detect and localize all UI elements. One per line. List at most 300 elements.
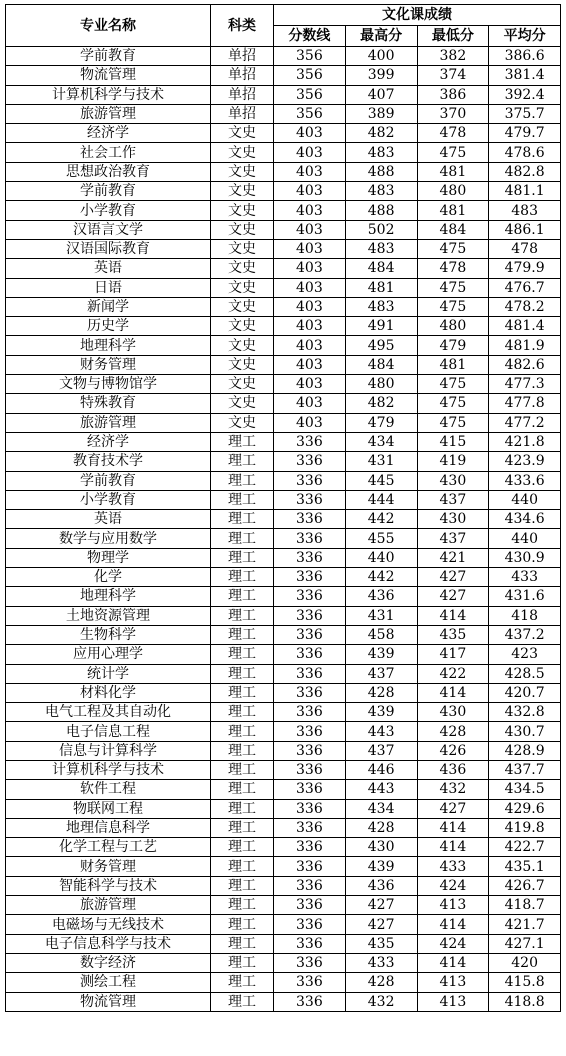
cell-category: 理工 — [211, 780, 274, 799]
cell-max: 483 — [345, 182, 417, 201]
cell-cutoff: 403 — [274, 124, 346, 143]
cell-max: 434 — [345, 432, 417, 451]
cell-min: 484 — [417, 220, 489, 239]
header-cutoff: 分数线 — [274, 26, 346, 47]
table-row — [6, 703, 561, 722]
cell-min: 427 — [417, 587, 489, 606]
cell-max: 400 — [345, 47, 417, 66]
cell-major: 计算机科学与技术 — [6, 760, 211, 779]
cell-max: 436 — [345, 587, 417, 606]
cell-max: 483 — [345, 297, 417, 316]
cell-category: 理工 — [211, 645, 274, 664]
cell-max: 427 — [345, 896, 417, 915]
cell-min: 437 — [417, 490, 489, 509]
cell-max: 482 — [345, 394, 417, 413]
cell-min: 475 — [417, 297, 489, 316]
cell-avg: 427.1 — [489, 934, 561, 953]
cell-avg: 435.1 — [489, 857, 561, 876]
table-row — [6, 510, 561, 529]
cell-category: 文史 — [211, 201, 274, 220]
cell-category: 理工 — [211, 973, 274, 992]
cell-category: 文史 — [211, 355, 274, 374]
cell-major: 旅游管理 — [6, 896, 211, 915]
cell-cutoff: 403 — [274, 239, 346, 258]
cell-cutoff: 403 — [274, 278, 346, 297]
cell-cutoff: 336 — [274, 625, 346, 644]
cell-category: 理工 — [211, 953, 274, 972]
cell-category: 单招 — [211, 104, 274, 123]
cell-cutoff: 336 — [274, 896, 346, 915]
cell-max: 440 — [345, 548, 417, 567]
cell-avg: 486.1 — [489, 220, 561, 239]
cell-max: 439 — [345, 703, 417, 722]
cell-min: 419 — [417, 452, 489, 471]
cell-major: 地理科学 — [6, 336, 211, 355]
cell-max: 480 — [345, 375, 417, 394]
cell-min: 424 — [417, 876, 489, 895]
cell-major: 数学与应用数学 — [6, 529, 211, 548]
cell-max: 399 — [345, 66, 417, 85]
cell-category: 理工 — [211, 625, 274, 644]
cell-cutoff: 403 — [274, 162, 346, 181]
cell-major: 电子信息科学与技术 — [6, 934, 211, 953]
cell-cutoff: 336 — [274, 741, 346, 760]
cell-cutoff: 403 — [274, 259, 346, 278]
cell-avg: 418.7 — [489, 896, 561, 915]
cell-avg: 419.8 — [489, 818, 561, 837]
cell-cutoff: 336 — [274, 953, 346, 972]
cell-avg: 418.8 — [489, 992, 561, 1011]
cell-major: 生物科学 — [6, 625, 211, 644]
cell-cutoff: 403 — [274, 336, 346, 355]
cell-cutoff: 336 — [274, 645, 346, 664]
cell-max: 436 — [345, 876, 417, 895]
cell-avg: 434.5 — [489, 780, 561, 799]
table-row — [6, 336, 561, 355]
cell-max: 443 — [345, 722, 417, 741]
cell-min: 437 — [417, 529, 489, 548]
table-row — [6, 259, 561, 278]
cell-min: 417 — [417, 645, 489, 664]
cell-max: 488 — [345, 162, 417, 181]
cell-max: 502 — [345, 220, 417, 239]
cell-category: 文史 — [211, 394, 274, 413]
cell-avg: 477.8 — [489, 394, 561, 413]
cell-max: 439 — [345, 857, 417, 876]
cell-major: 电子信息工程 — [6, 722, 211, 741]
cell-cutoff: 336 — [274, 818, 346, 837]
cell-major: 英语 — [6, 259, 211, 278]
cell-category: 文史 — [211, 182, 274, 201]
cell-cutoff: 403 — [274, 394, 346, 413]
cell-avg: 476.7 — [489, 278, 561, 297]
table-row — [6, 625, 561, 644]
cell-category: 文史 — [211, 143, 274, 162]
cell-avg: 479.7 — [489, 124, 561, 143]
cell-max: 430 — [345, 838, 417, 857]
cell-category: 文史 — [211, 317, 274, 336]
cell-category: 文史 — [211, 239, 274, 258]
cell-category: 理工 — [211, 760, 274, 779]
cell-cutoff: 403 — [274, 220, 346, 239]
cell-avg: 477.2 — [489, 413, 561, 432]
cell-min: 414 — [417, 953, 489, 972]
table-row — [6, 818, 561, 837]
table-row — [6, 201, 561, 220]
cell-cutoff: 403 — [274, 317, 346, 336]
cell-max: 488 — [345, 201, 417, 220]
cell-max: 443 — [345, 780, 417, 799]
cell-category: 单招 — [211, 85, 274, 104]
table-row — [6, 857, 561, 876]
cell-major: 经济学 — [6, 432, 211, 451]
cell-min: 414 — [417, 818, 489, 837]
cell-max: 431 — [345, 452, 417, 471]
cell-max: 479 — [345, 413, 417, 432]
table-row — [6, 915, 561, 934]
cell-max: 428 — [345, 683, 417, 702]
cell-cutoff: 356 — [274, 66, 346, 85]
cell-major: 统计学 — [6, 664, 211, 683]
cell-major: 小学教育 — [6, 490, 211, 509]
cell-major: 应用心理学 — [6, 645, 211, 664]
table-row — [6, 47, 561, 66]
cell-category: 文史 — [211, 162, 274, 181]
cell-major: 物理学 — [6, 548, 211, 567]
cell-cutoff: 403 — [274, 375, 346, 394]
cell-category: 理工 — [211, 432, 274, 451]
cell-category: 理工 — [211, 529, 274, 548]
table-row — [6, 876, 561, 895]
cell-cutoff: 336 — [274, 606, 346, 625]
cell-min: 424 — [417, 934, 489, 953]
cell-major: 化学工程与工艺 — [6, 838, 211, 857]
cell-major: 物流管理 — [6, 66, 211, 85]
table-row — [6, 934, 561, 953]
table-row — [6, 66, 561, 85]
table-row — [6, 143, 561, 162]
header-max: 最高分 — [345, 26, 417, 47]
cell-min: 413 — [417, 973, 489, 992]
cell-min: 479 — [417, 336, 489, 355]
table-row — [6, 606, 561, 625]
cell-min: 430 — [417, 510, 489, 529]
table-row — [6, 471, 561, 490]
cell-min: 427 — [417, 799, 489, 818]
cell-cutoff: 403 — [274, 201, 346, 220]
table-row — [6, 220, 561, 239]
cell-avg: 386.6 — [489, 47, 561, 66]
cell-major: 旅游管理 — [6, 413, 211, 432]
cell-min: 421 — [417, 548, 489, 567]
cell-max: 445 — [345, 471, 417, 490]
cell-major: 小学教育 — [6, 201, 211, 220]
cell-cutoff: 336 — [274, 838, 346, 857]
cell-max: 482 — [345, 124, 417, 143]
cell-max: 428 — [345, 973, 417, 992]
cell-avg: 430.7 — [489, 722, 561, 741]
cell-category: 文史 — [211, 297, 274, 316]
cell-cutoff: 403 — [274, 182, 346, 201]
header-category: 科类 — [211, 5, 274, 47]
cell-avg: 481.1 — [489, 182, 561, 201]
table-row — [6, 722, 561, 741]
table-row — [6, 992, 561, 1011]
cell-category: 理工 — [211, 664, 274, 683]
cell-max: 491 — [345, 317, 417, 336]
cell-min: 374 — [417, 66, 489, 85]
table-row — [6, 375, 561, 394]
cell-min: 432 — [417, 780, 489, 799]
cell-max: 458 — [345, 625, 417, 644]
table-row — [6, 85, 561, 104]
cell-category: 理工 — [211, 452, 274, 471]
cell-major: 英语 — [6, 510, 211, 529]
cell-min: 427 — [417, 568, 489, 587]
cell-min: 414 — [417, 915, 489, 934]
cell-category: 理工 — [211, 799, 274, 818]
cell-category: 文史 — [211, 259, 274, 278]
cell-category: 文史 — [211, 220, 274, 239]
cell-avg: 428.5 — [489, 664, 561, 683]
cell-min: 413 — [417, 896, 489, 915]
cell-avg: 483 — [489, 201, 561, 220]
cell-cutoff: 336 — [274, 876, 346, 895]
cell-cutoff: 336 — [274, 452, 346, 471]
cell-max: 442 — [345, 568, 417, 587]
table-row — [6, 239, 561, 258]
table-row — [6, 529, 561, 548]
table-row — [6, 645, 561, 664]
cell-major: 文物与博物馆学 — [6, 375, 211, 394]
cell-avg: 478.6 — [489, 143, 561, 162]
cell-min: 430 — [417, 471, 489, 490]
table-row — [6, 760, 561, 779]
cell-cutoff: 336 — [274, 490, 346, 509]
cell-max: 437 — [345, 664, 417, 683]
cell-major: 财务管理 — [6, 857, 211, 876]
cell-major: 历史学 — [6, 317, 211, 336]
cell-min: 370 — [417, 104, 489, 123]
header-min: 最低分 — [417, 26, 489, 47]
cell-min: 475 — [417, 278, 489, 297]
header-avg: 平均分 — [489, 26, 561, 47]
table-row — [6, 104, 561, 123]
cell-major: 数字经济 — [6, 953, 211, 972]
cell-category: 理工 — [211, 490, 274, 509]
cell-cutoff: 336 — [274, 471, 346, 490]
cell-max: 428 — [345, 818, 417, 837]
cell-category: 理工 — [211, 510, 274, 529]
cell-cutoff: 336 — [274, 548, 346, 567]
cell-avg: 428.9 — [489, 741, 561, 760]
cell-cutoff: 336 — [274, 934, 346, 953]
cell-cutoff: 356 — [274, 47, 346, 66]
cell-category: 文史 — [211, 124, 274, 143]
cell-min: 415 — [417, 432, 489, 451]
cell-cutoff: 336 — [274, 432, 346, 451]
admission-scores-table — [5, 4, 561, 1012]
cell-category: 理工 — [211, 838, 274, 857]
cell-cutoff: 356 — [274, 104, 346, 123]
cell-max: 433 — [345, 953, 417, 972]
cell-category: 文史 — [211, 413, 274, 432]
cell-avg: 421.8 — [489, 432, 561, 451]
cell-cutoff: 336 — [274, 915, 346, 934]
cell-min: 426 — [417, 741, 489, 760]
cell-avg: 420.7 — [489, 683, 561, 702]
cell-major: 土地资源管理 — [6, 606, 211, 625]
cell-avg: 422.7 — [489, 838, 561, 857]
cell-cutoff: 403 — [274, 143, 346, 162]
cell-category: 理工 — [211, 992, 274, 1011]
cell-category: 理工 — [211, 471, 274, 490]
table-row — [6, 124, 561, 143]
cell-min: 382 — [417, 47, 489, 66]
cell-cutoff: 336 — [274, 510, 346, 529]
cell-max: 437 — [345, 741, 417, 760]
cell-major: 计算机科学与技术 — [6, 85, 211, 104]
cell-min: 414 — [417, 683, 489, 702]
cell-min: 430 — [417, 703, 489, 722]
table-row — [6, 432, 561, 451]
cell-cutoff: 336 — [274, 992, 346, 1011]
cell-major: 经济学 — [6, 124, 211, 143]
cell-cutoff: 336 — [274, 529, 346, 548]
cell-major: 财务管理 — [6, 355, 211, 374]
cell-avg: 432.8 — [489, 703, 561, 722]
cell-max: 446 — [345, 760, 417, 779]
cell-max: 439 — [345, 645, 417, 664]
cell-category: 文史 — [211, 375, 274, 394]
cell-min: 475 — [417, 143, 489, 162]
cell-max: 483 — [345, 143, 417, 162]
cell-category: 理工 — [211, 934, 274, 953]
cell-category: 理工 — [211, 818, 274, 837]
cell-major: 材料化学 — [6, 683, 211, 702]
cell-category: 文史 — [211, 278, 274, 297]
cell-category: 单招 — [211, 47, 274, 66]
table-row — [6, 973, 561, 992]
table-row — [6, 413, 561, 432]
cell-max: 481 — [345, 278, 417, 297]
cell-avg: 420 — [489, 953, 561, 972]
cell-major: 学前教育 — [6, 471, 211, 490]
cell-avg: 437.2 — [489, 625, 561, 644]
cell-max: 427 — [345, 915, 417, 934]
cell-avg: 482.8 — [489, 162, 561, 181]
cell-major: 旅游管理 — [6, 104, 211, 123]
cell-cutoff: 336 — [274, 664, 346, 683]
cell-min: 428 — [417, 722, 489, 741]
cell-category: 理工 — [211, 741, 274, 760]
cell-major: 信息与计算科学 — [6, 741, 211, 760]
cell-max: 432 — [345, 992, 417, 1011]
cell-avg: 440 — [489, 490, 561, 509]
table-row — [6, 297, 561, 316]
cell-major: 汉语国际教育 — [6, 239, 211, 258]
cell-cutoff: 336 — [274, 587, 346, 606]
cell-min: 475 — [417, 239, 489, 258]
table-row — [6, 452, 561, 471]
cell-category: 文史 — [211, 336, 274, 355]
cell-min: 480 — [417, 182, 489, 201]
cell-category: 理工 — [211, 683, 274, 702]
table-row — [6, 162, 561, 181]
table-row — [6, 683, 561, 702]
cell-max: 434 — [345, 799, 417, 818]
cell-category: 理工 — [211, 915, 274, 934]
table-row — [6, 587, 561, 606]
cell-avg: 392.4 — [489, 85, 561, 104]
cell-avg: 434.6 — [489, 510, 561, 529]
cell-category: 单招 — [211, 66, 274, 85]
cell-major: 软件工程 — [6, 780, 211, 799]
cell-min: 480 — [417, 317, 489, 336]
cell-avg: 429.6 — [489, 799, 561, 818]
table-row — [6, 664, 561, 683]
cell-category: 理工 — [211, 548, 274, 567]
cell-avg: 421.7 — [489, 915, 561, 934]
table-row — [6, 799, 561, 818]
cell-category: 理工 — [211, 722, 274, 741]
cell-cutoff: 336 — [274, 568, 346, 587]
cell-major: 教育技术学 — [6, 452, 211, 471]
cell-min: 422 — [417, 664, 489, 683]
cell-category: 理工 — [211, 587, 274, 606]
table-row — [6, 953, 561, 972]
cell-major: 特殊教育 — [6, 394, 211, 413]
cell-avg: 437.7 — [489, 760, 561, 779]
table-row — [6, 780, 561, 799]
cell-max: 455 — [345, 529, 417, 548]
cell-cutoff: 336 — [274, 857, 346, 876]
cell-cutoff: 356 — [274, 85, 346, 104]
cell-min: 481 — [417, 162, 489, 181]
cell-min: 478 — [417, 259, 489, 278]
cell-avg: 426.7 — [489, 876, 561, 895]
cell-major: 智能科学与技术 — [6, 876, 211, 895]
cell-category: 理工 — [211, 876, 274, 895]
cell-category: 理工 — [211, 857, 274, 876]
table-row — [6, 317, 561, 336]
cell-cutoff: 336 — [274, 760, 346, 779]
cell-max: 389 — [345, 104, 417, 123]
table-row — [6, 838, 561, 857]
table-row — [6, 182, 561, 201]
cell-cutoff: 336 — [274, 722, 346, 741]
table-row — [6, 278, 561, 297]
cell-category: 理工 — [211, 606, 274, 625]
cell-min: 386 — [417, 85, 489, 104]
cell-major: 新闻学 — [6, 297, 211, 316]
cell-max: 407 — [345, 85, 417, 104]
cell-min: 475 — [417, 394, 489, 413]
cell-min: 475 — [417, 413, 489, 432]
cell-category: 理工 — [211, 568, 274, 587]
cell-major: 汉语言文学 — [6, 220, 211, 239]
cell-major: 日语 — [6, 278, 211, 297]
cell-min: 436 — [417, 760, 489, 779]
cell-max: 435 — [345, 934, 417, 953]
cell-category: 理工 — [211, 703, 274, 722]
cell-major: 物流管理 — [6, 992, 211, 1011]
cell-avg: 478 — [489, 239, 561, 258]
cell-major: 物联网工程 — [6, 799, 211, 818]
cell-min: 475 — [417, 375, 489, 394]
cell-avg: 478.2 — [489, 297, 561, 316]
table-row — [6, 896, 561, 915]
